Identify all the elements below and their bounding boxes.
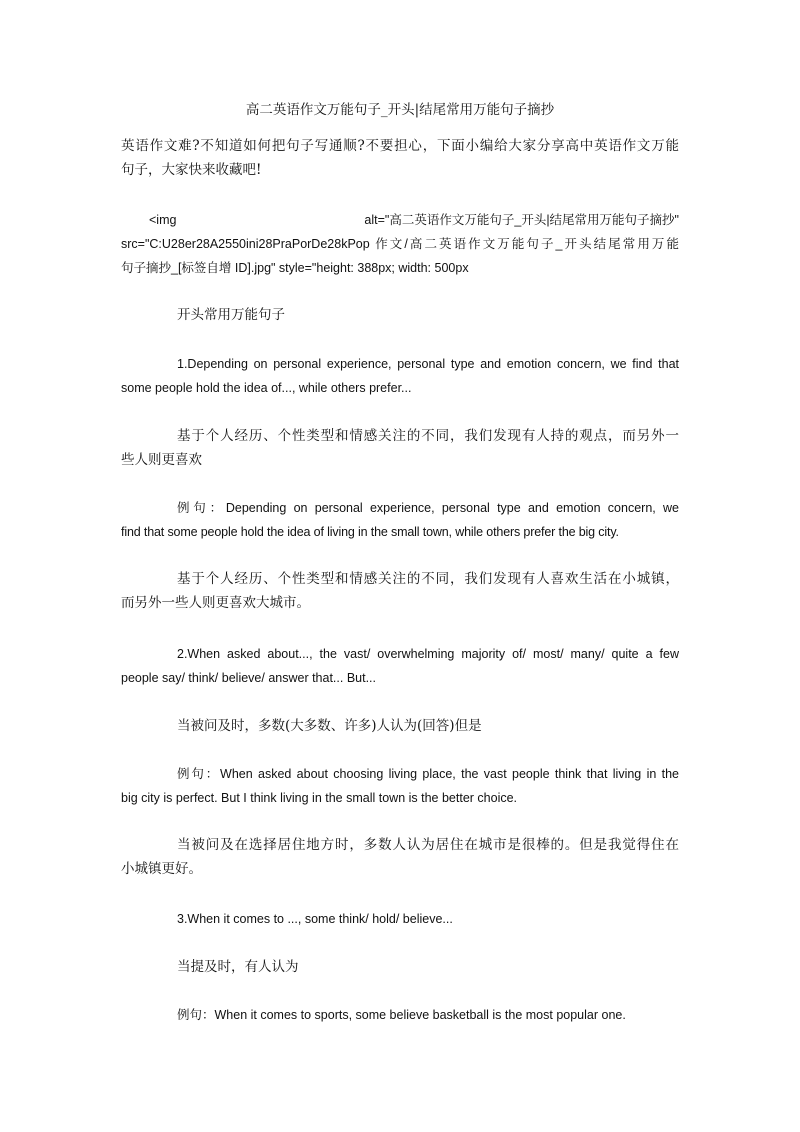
- img-tag: <img: [149, 213, 177, 227]
- s3-english: 3.When it comes to ..., some think/ hold/ believe...: [177, 912, 453, 926]
- s1-example: [121, 496, 679, 544]
- document-title: 高二英语作文万能句子_开头|结尾常用万能句子摘抄: [245, 102, 555, 118]
- s1-excn-line-2: 而另外一些人则更喜欢大城市。: [121, 595, 310, 611]
- s2-ex-line-1: 例句：When asked about choosing living place, the vast people think that living in the: [177, 767, 679, 781]
- intro-line-2: 句子，大家快来收藏吧!: [121, 162, 262, 178]
- s1-cn-line-1: 基于个人经历、个性类型和情感关注的不同，我们发现有人持的观点，而另外一: [177, 428, 679, 444]
- img-src: src="C:U28er28A2550ini28PraPorDe28kPop 作文/高二英语作文万能句子_开头结尾常用万能: [121, 237, 679, 251]
- s2-excn-line-2: 小城镇更好。: [121, 861, 202, 877]
- s3-example: 例句：When it comes to sports, some believe basketball is the most popular one.: [177, 1008, 626, 1022]
- s2-chinese: 当被问及时，多数(大多数、许多)人认为(回答)但是: [177, 718, 482, 734]
- section-heading: 开头常用万能句子: [177, 307, 285, 323]
- s3-chinese: 当提及时，有人认为: [177, 959, 299, 975]
- image-placeholder-text: [121, 208, 679, 280]
- s2-example-chinese: [121, 833, 679, 881]
- s1-chinese: [121, 424, 679, 472]
- s1-excn-line-1: 基于个人经历、个性类型和情感关注的不同，我们发现有人喜欢生活在小城镇，: [177, 571, 679, 587]
- s1-ex-line-1: 例句：Depending on personal experience, personal type and emotion concern, we: [177, 501, 679, 515]
- s1-english: [121, 352, 679, 400]
- s1-en-line-2: some people hold the idea of..., while others prefer...: [121, 381, 412, 395]
- img-style: 句子摘抄_[标签自增 ID].jpg" style="height: 388px; width: 500px: [121, 261, 469, 275]
- s2-ex-line-2: big city is perfect. But I think living in the small town is the better choice.: [121, 791, 518, 805]
- intro-line-1: 英语作文难?不知道如何把句子写通顺?不要担心，下面小编给大家分享高中英语作文万能: [121, 138, 679, 154]
- s2-excn-line-1: 当被问及在选择居住地方时，多数人认为居住在城市是很棒的。但是我觉得住在: [177, 837, 679, 853]
- s2-en-line-2: people say/ think/ believe/ answer that... But...: [121, 671, 377, 685]
- img-alt: alt="高二英语作文万能句子_开头|结尾常用万能句子摘抄": [364, 213, 679, 227]
- s1-ex-line-2: find that some people hold the idea of living in the small town, while others prefer the big city.: [121, 525, 619, 539]
- s2-english: [121, 642, 679, 690]
- intro-paragraph: [121, 134, 679, 182]
- s2-en-line-1: 2.When asked about..., the vast/ overwhelming majority of/ most/ many/ quite a few: [177, 647, 679, 661]
- s1-en-line-1: 1.Depending on personal experience, personal type and emotion concern, we find that: [177, 357, 679, 371]
- s2-example: [121, 762, 679, 810]
- s1-cn-line-2: 些人则更喜欢: [121, 452, 202, 468]
- s1-example-chinese: [121, 567, 679, 615]
